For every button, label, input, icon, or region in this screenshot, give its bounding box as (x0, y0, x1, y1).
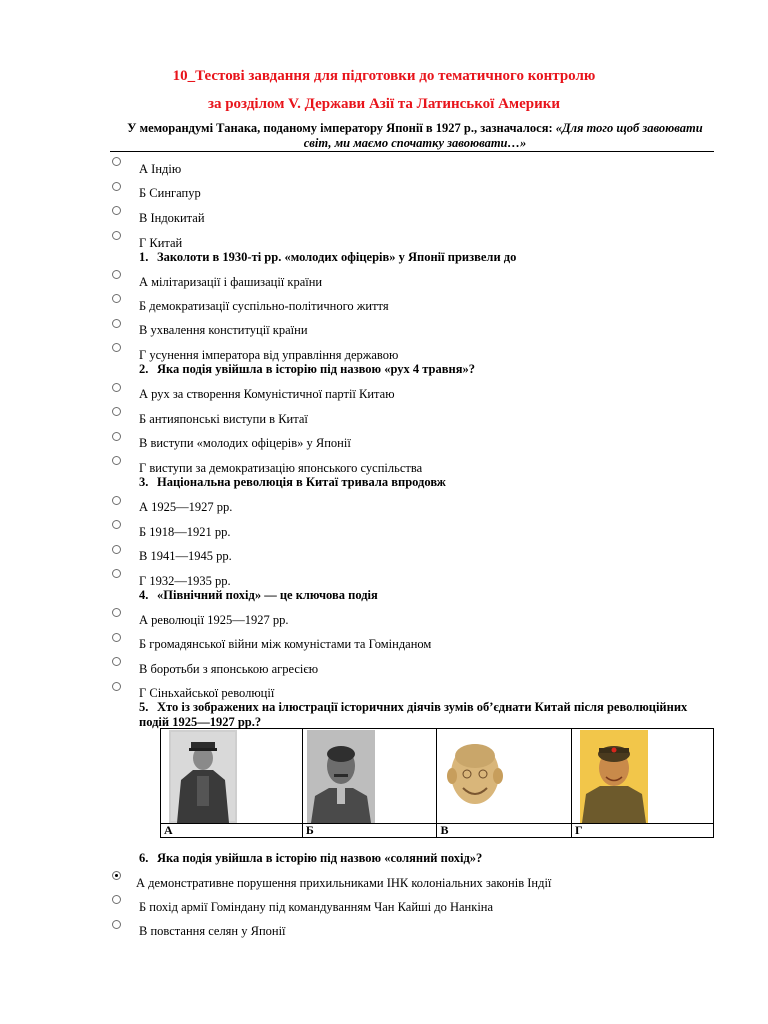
q6-text (139, 851, 482, 866)
q6-option-a: А демонстративне порушення прихильниками ІНК колоніальних законів Індії (136, 876, 552, 890)
q0-radio-b[interactable] (112, 182, 121, 191)
q4-option-a: А революції 1925—1927 рр. (139, 613, 289, 627)
q3-radio-a[interactable] (112, 496, 121, 505)
portrait-b-image (307, 730, 375, 823)
q0-option-b: Б Сингапур (139, 186, 201, 200)
q4-radio-a[interactable] (112, 608, 121, 617)
q1-radio-b[interactable] (112, 294, 121, 303)
portrait-a-image (169, 730, 237, 823)
divider (110, 151, 714, 152)
q4-number: 4. (139, 588, 149, 602)
q1-label: Заколоти в 1930-ті рр. «молодих офіцерів» у Японії призвели до (157, 250, 517, 264)
q2-radio-c[interactable] (112, 432, 121, 441)
q6-radio-c[interactable] (112, 920, 121, 929)
q0-option-d: Г Китай (139, 236, 183, 250)
portrait-c-image (441, 730, 509, 823)
q1-option-d: Г усунення імператора від управління державою (139, 348, 399, 362)
q4-radio-b[interactable] (112, 633, 121, 642)
q0-option-c: В Індокитай (139, 211, 205, 225)
q0-radio-c[interactable] (112, 206, 121, 215)
q3-radio-b[interactable] (112, 520, 121, 529)
q4-text (139, 588, 378, 603)
q4-option-b: Б громадянської війни між комуністами та Гомінданом (139, 637, 432, 651)
q2-radio-a[interactable] (112, 383, 121, 392)
portrait-cell-d (572, 729, 714, 824)
q3-option-d: Г 1932—1935 рр. (139, 574, 231, 588)
q4-radio-d[interactable] (112, 682, 121, 691)
portrait-label-a: А (161, 824, 303, 838)
q4-radio-c[interactable] (112, 657, 121, 666)
q2-option-d: Г виступи за демократизацію японського суспільства (139, 461, 423, 475)
q3-number: 3. (139, 475, 149, 489)
portrait-cell-b (302, 729, 437, 824)
q2-label: Яка подія увійшла в історію під назвою «рух 4 травня»? (157, 362, 475, 376)
q3-label: Національна революція в Китаї тривала впродовж (157, 475, 446, 489)
q0-radio-a[interactable] (112, 157, 121, 166)
q6-number: 6. (139, 851, 149, 865)
q2-radio-b[interactable] (112, 407, 121, 416)
q6-label: Яка подія увійшла в історію під назвою «соляний похід»? (157, 851, 483, 865)
portrait-table (160, 728, 714, 838)
page-title-line2: за розділом V. Держави Азії та Латинської Америки (207, 96, 561, 112)
q6-radio-b[interactable] (112, 895, 121, 904)
intro-text: У меморандумі Танака, поданому імператору Японії в 1927 р., зазначалося: (127, 121, 553, 135)
q3-option-b: Б 1918—1921 рр. (139, 525, 231, 539)
q1-number: 1. (139, 250, 149, 264)
intro-quote: «Для того щоб завоювати світ, ми маємо спочатку завоювати…» (303, 121, 703, 150)
q1-option-b: Б демократизації суспільно-політичного життя (139, 299, 389, 313)
q6-option-b: Б похід армії Гоміндану під командуванням Чан Кайші до Нанкіна (139, 900, 494, 914)
q6-option-c: В повстання селян у Японії (139, 924, 286, 938)
q3-option-a: А 1925—1927 рр. (139, 500, 233, 514)
portrait-label-b: Б (302, 824, 437, 838)
q3-option-c: В 1941—1945 рр. (139, 549, 232, 563)
q0-radio-d[interactable] (112, 231, 121, 240)
q1-radio-c[interactable] (112, 319, 121, 328)
portrait-cell-c (437, 729, 572, 824)
q1-text (139, 250, 516, 265)
page-title-line1: 10_Тестові завдання для підготовки до тематичного контролю (172, 68, 596, 84)
q1-radio-a[interactable] (112, 270, 121, 279)
q2-option-a: А рух за створення Комуністичної партії Китаю (139, 387, 395, 401)
portrait-cell-a (161, 729, 303, 824)
intro-question (118, 121, 712, 151)
portrait-label-d: Г (572, 824, 714, 838)
q5-number: 5. (139, 700, 149, 714)
q3-radio-d[interactable] (112, 569, 121, 578)
q2-option-b: Б антияпонські виступи в Китаї (139, 412, 308, 426)
q5-text (139, 700, 714, 730)
q3-radio-c[interactable] (112, 545, 121, 554)
q1-option-c: В ухвалення конституції країни (139, 323, 308, 337)
q1-option-a: А мілітаризації і фашизації країни (139, 275, 323, 289)
q0-option-a: А Індію (139, 162, 182, 176)
q2-text (139, 362, 475, 377)
q2-option-c: В виступи «молодих офіцерів» у Японії (139, 436, 351, 450)
q4-option-d: Г Сіньхайської революції (139, 686, 275, 700)
q2-radio-d[interactable] (112, 456, 121, 465)
q5-label: Хто із зображених на ілюстрації історичних діячів зумів об’єднати Китай після революційних подій 1925—1927 рр.? (139, 700, 688, 729)
q4-label: «Північний похід» — це ключова подія (157, 588, 378, 602)
portrait-label-c: В (437, 824, 572, 838)
q6-radio-a[interactable] (112, 871, 121, 880)
q2-number: 2. (139, 362, 149, 376)
q3-text (139, 475, 446, 490)
q4-option-c: В боротьби з японською агресією (139, 662, 319, 676)
portrait-d-image (580, 730, 648, 823)
q1-radio-d[interactable] (112, 343, 121, 352)
